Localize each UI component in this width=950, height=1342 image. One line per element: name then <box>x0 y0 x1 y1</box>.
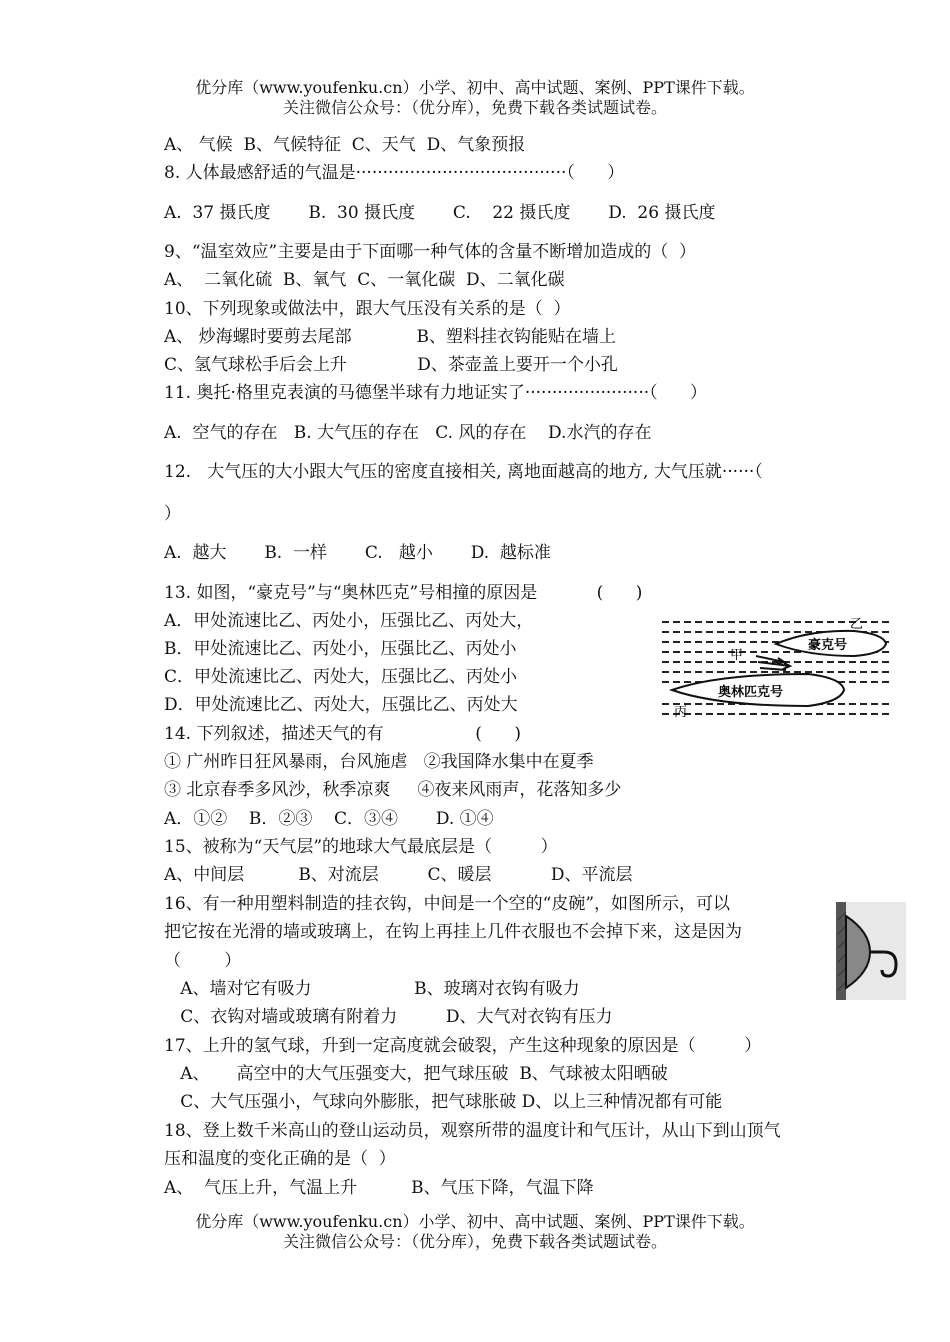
q16-stem-1: 16、有一种用塑料制造的挂衣钩，中间是一个空的“皮碗”，如图所示，可以 <box>164 894 731 914</box>
q9-options: A、 二氧化硫 B、氧气 C、一氧化碳 D、二氧化碳 <box>164 270 565 290</box>
q14-stem: 14. 下列叙述，描述天气的有 ( ) <box>164 724 521 744</box>
q16-stem-2: 把它按在光滑的墙或玻璃上，在钩上再挂上几件衣服也不会掉下来，这是因为 <box>164 922 742 942</box>
q7-options: A、 气候 B、气候特征 C、天气 D、气象预报 <box>164 135 526 155</box>
q15-options: A、中间层 B、对流层 C、暖层 D、平流层 <box>164 865 633 885</box>
suction-cup <box>846 916 870 988</box>
q12-options: A. 越大 B. 一样 C. 越小 D. 越标准 <box>164 543 551 563</box>
q16-stem-3: （ ） <box>164 951 242 971</box>
header-line-1: 优分库（www.youfenku.cn）小学、初中、高中试题、案例、PPT课件下载。 <box>195 78 755 97</box>
hook-icon <box>870 952 896 976</box>
q12-stem: 12. 大气压的大小跟大气压的密度直接相关, 离地面越高的地方, 大气压就······（ <box>164 462 763 482</box>
q14-options: A．①② B．②③ C．③④ D. ①④ <box>164 809 494 829</box>
q17-stem: 17、上升的氢气球，升到一定高度就会破裂，产生这种现象的原因是（ ） <box>164 1036 762 1056</box>
q18-stem-1: 18、登上数千米高山的登山运动员，观察所带的温度计和气压计，从山下到山顶气 <box>164 1121 781 1141</box>
q10-stem: 10、下列现象或做法中，跟大气压没有关系的是（ ） <box>164 299 571 319</box>
q13-stem: 13. 如图，“豪克号”与“奥林匹克”号相撞的原因是 ( ) <box>164 583 643 603</box>
q17-options-ab: A、 高空中的大气压强变大，把气球压破 B、气球被太阳晒破 <box>164 1064 668 1084</box>
flow-arrows <box>756 656 790 670</box>
suction-hook-figure <box>836 902 906 1000</box>
label-bing: 丙 <box>674 705 688 720</box>
ships-diagram <box>658 614 893 720</box>
q14-items-12: ① 广州昨日狂风暴雨，台风施虐 ②我国降水集中在夏季 <box>164 752 594 772</box>
page-header <box>0 78 950 118</box>
header-line-2: 关注微信公众号：（优分库），免费下载各类试题试卷。 <box>282 98 667 117</box>
page-footer <box>0 1212 950 1252</box>
q8-stem: 8. 人体最感舒适的气温是·······································（ ） <box>164 163 625 183</box>
q18-options-ab: A、 气压上升，气温上升 B、气压下降，气温下降 <box>164 1178 594 1198</box>
q11-options: A. 空气的存在 B. 大气压的存在 C. 风的存在 D.水汽的存在 <box>164 423 652 443</box>
footer-line-2: 关注微信公众号：（优分库），免费下载各类试题试卷。 <box>282 1232 667 1251</box>
q13-option-b: B．甲处流速比乙、丙处小，压强比乙、丙处小 <box>164 639 517 659</box>
label-hauke: 豪克号 <box>808 638 848 653</box>
q16-options-cd: C、衣钩对墙或玻璃有附着力 D、大气对衣钩有压力 <box>164 1007 613 1027</box>
q15-stem: 15、被称为“天气层”的地球大气最底层是（ ） <box>164 837 558 857</box>
suction-hook-diagram <box>836 902 906 1000</box>
q18-stem-2: 压和温度的变化正确的是（ ） <box>164 1149 396 1169</box>
q17-options-cd: C、大气压强小，气球向外膨胀，把气球胀破 D、以上三种情况都有可能 <box>164 1092 723 1112</box>
q11-stem: 11. 奥托·格里克表演的马德堡半球有力地证实了·······················（ ） <box>164 383 708 403</box>
label-olympic: 奥林匹克号 <box>718 685 784 700</box>
label-yi: 乙 <box>850 617 864 632</box>
q13-option-d: D．甲处流速比乙、丙处大，压强比乙、丙处大 <box>164 695 518 715</box>
ships-collision-figure <box>658 614 893 720</box>
q12-stem-end: ） <box>164 504 181 524</box>
q14-items-34: ③ 北京春季多风沙，秋季凉爽 ④夜来风雨声，花落知多少 <box>164 780 622 800</box>
q10-options-ab: A、 炒海螺时要剪去尾部 B、塑料挂衣钩能贴在墙上 <box>164 327 617 347</box>
q8-options: A. 37 摄氏度 B. 30 摄氏度 C. 22 摄氏度 D. 26 摄氏度 <box>164 203 716 223</box>
q13-option-a: A．甲处流速比乙、丙处小，压强比乙、丙处大， <box>164 611 534 631</box>
q13-option-c: C．甲处流速比乙、丙处大，压强比乙、丙处小 <box>164 667 518 687</box>
q16-options-ab: A、墙对它有吸力 B、玻璃对衣钩有吸力 <box>164 979 580 999</box>
footer-line-1: 优分库（www.youfenku.cn）小学、初中、高中试题、案例、PPT课件下载。 <box>195 1212 755 1231</box>
q10-options-cd: C、氢气球松手后会上升 D、茶壶盖上要开一个小孔 <box>164 355 618 375</box>
q9-stem: 9、“温室效应”主要是由于下面哪一种气体的含量不断增加造成的（ ） <box>164 242 697 262</box>
label-jia: 甲 <box>730 648 744 663</box>
